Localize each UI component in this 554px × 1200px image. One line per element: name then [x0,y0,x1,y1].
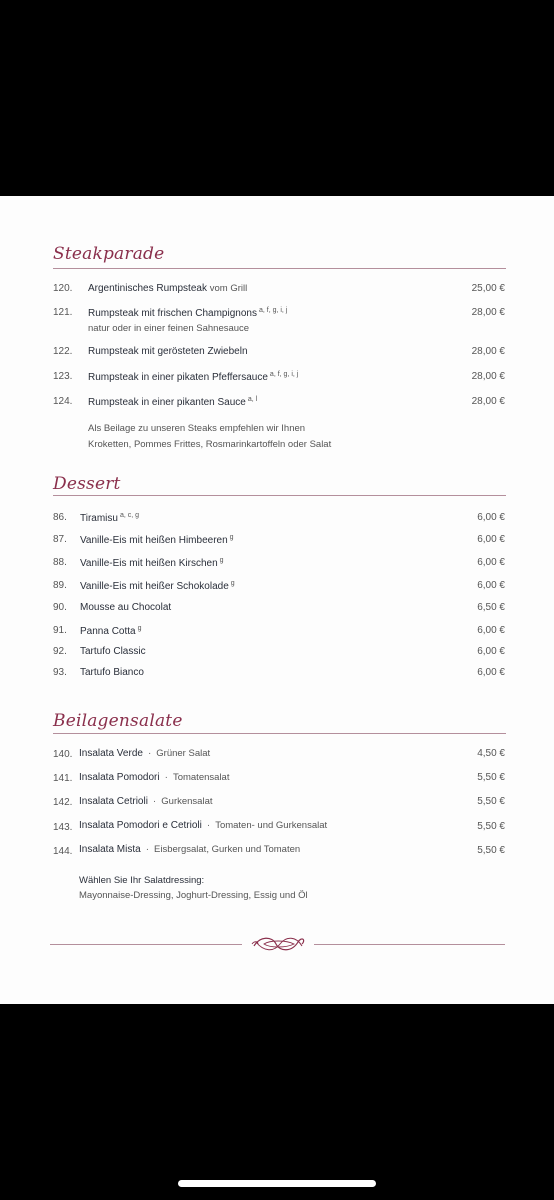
salads-items-3-num: 143. [53,822,73,833]
section-title-steak: Steakparade [53,244,165,264]
item-name: Mousse au Chocolat [80,602,172,613]
salads-items-2-price: 5,50 € [477,796,505,807]
salads-items-2-name: Insalata Cetrioli [79,796,148,807]
dessert-items-3-sup: g [230,580,235,587]
steak-side-note [88,421,331,453]
salads-items-3-price: 5,50 € [477,821,505,832]
ornament-line-right [314,944,505,945]
salads-items-2-desc: Gurkensalat [161,796,213,807]
salads-separator: · [206,820,211,831]
salads-items-4-price: 5,50 € [477,845,505,856]
steak-items-4-name: Rumpsteak in einer pikanten Sauce [88,397,246,408]
section-rule [53,733,506,734]
steak-items-0-name: Argentinisches Rumpsteak [88,283,207,294]
steak-items-2-price: 28,00 € [471,346,505,357]
item-name [88,371,298,383]
steak-items-3-price: 28,00 € [471,371,505,382]
salads-items-1-name: Insalata Pomodori [79,772,160,783]
steak-items-3-name: Rumpsteak in einer pikaten Pfeffersauce [88,372,268,383]
item-subtext: natur oder in einer feinen Sahnesauce [88,323,250,334]
dessert-items-6-num: 92. [53,646,67,657]
dessert-items-1-sup: g [229,534,234,541]
steak-items-0-num: 120. [53,283,73,294]
dessert-items-0-price: 6,00 € [477,512,505,523]
flourish-ornament-icon [250,932,308,956]
dessert-items-0-sup: a, c, g [119,512,140,519]
dessert-items-1-price: 6,00 € [477,534,505,545]
dessert-items-5-sup: g [137,625,142,632]
section-rule [53,268,506,269]
steak-items-1-name: Rumpsteak mit frischen Champignons [88,308,257,319]
item-name [80,557,224,569]
item-name [88,307,287,319]
dessert-items-0-num: 86. [53,512,67,523]
steak-items-4-num: 124. [53,396,73,407]
item-name [79,772,229,783]
dessert-items-5-name: Panna Cotta [80,626,136,637]
steak-items-1-price: 28,00 € [471,307,505,318]
dessert-items-1-name: Vanille-Eis mit heißen Himbeeren [80,535,228,546]
dessert-items-5-price: 6,00 € [477,625,505,636]
salads-items-4-num: 144. [53,846,73,857]
dressing-options: Mayonnaise-Dressing, Joghurt-Dressing, Essig und Öl [79,890,308,901]
steak-items-1-num: 121. [53,307,73,318]
steak-items-2-num: 122. [53,346,73,357]
dessert-items-7-price: 6,00 € [477,667,505,678]
salads-items-3-desc: Tomaten- und Gurkensalat [215,820,328,831]
salads-separator: · [145,844,150,855]
home-indicator[interactable] [178,1180,376,1187]
dessert-items-2-price: 6,00 € [477,557,505,568]
dessert-items-3-price: 6,00 € [477,580,505,591]
steak-items-4-price: 28,00 € [471,396,505,407]
salads-items-3-name: Insalata Pomodori e Cetrioli [79,820,202,831]
dessert-items-7-num: 93. [53,667,67,678]
dessert-items-2-name: Vanille-Eis mit heißen Kirschen [80,558,218,569]
salads-separator: · [147,748,152,759]
item-name [79,820,327,831]
item-name [88,396,257,408]
dessert-items-1-num: 87. [53,534,67,545]
item-name: Rumpsteak mit gerösteten Zwiebeln [88,346,248,357]
salads-items-0-price: 4,50 € [477,748,505,759]
item-name [80,512,139,524]
salads-separator: · [152,796,157,807]
section-title-dessert: Dessert [53,474,121,494]
dessert-items-0-name: Tiramisu [80,513,118,524]
salads-items-4-desc: Eisbergsalat, Gurken und Tomaten [154,844,301,855]
ornament-line-left [50,944,242,945]
item-name [88,283,247,294]
steak-items-1-sup: a, f, g, i, j [258,307,288,314]
dessert-items-4-price: 6,50 € [477,602,505,613]
salads-items-1-num: 141. [53,773,73,784]
dessert-items-2-sup: g [219,557,224,564]
dressing-title: Wählen Sie Ihr Salatdressing: [79,875,205,886]
salads-items-1-desc: Tomatensalat [172,772,230,783]
item-name [79,748,210,759]
steak-items-3-num: 123. [53,371,73,382]
steak-items-4-sup: a, l [247,396,258,403]
steak-note_line1: Als Beilage zu unseren Steaks empfehlen wir Ihnen [88,423,306,434]
item-name: Tartufo Bianco [80,667,144,678]
dessert-items-2-num: 88. [53,557,67,568]
section-title-salads: Beilagensalate [53,711,183,731]
dessert-items-5-num: 91. [53,625,67,636]
steak-items-0-desc: vom Grill [209,283,248,294]
dessert-items-3-name: Vanille-Eis mit heißer Schokolade [80,581,229,592]
salads-items-4-name: Insalata Mista [79,844,141,855]
item-name [80,580,235,592]
dessert-items-3-num: 89. [53,580,67,591]
item-name: Tartufo Classic [80,646,146,657]
salads-items-2-num: 142. [53,797,73,808]
item-name [80,534,234,546]
section-rule [53,495,506,496]
steak-note_line2: Kroketten, Pommes Frittes, Rosmarinkartoffeln oder Salat [88,439,332,450]
dessert-items-4-num: 90. [53,602,67,613]
steak-items-0-price: 25,00 € [471,283,505,294]
item-name [79,796,213,807]
item-name [80,625,142,637]
salads-items-0-name: Insalata Verde [79,748,143,759]
dessert-items-6-price: 6,00 € [477,646,505,657]
salads-items-0-num: 140. [53,749,73,760]
steak-items-3-sup: a, f, g, i, j [269,371,299,378]
salads-items-1-price: 5,50 € [477,772,505,783]
item-name [79,844,300,855]
salads-items-0-desc: Grüner Salat [156,748,211,759]
salads-separator: · [164,772,168,783]
